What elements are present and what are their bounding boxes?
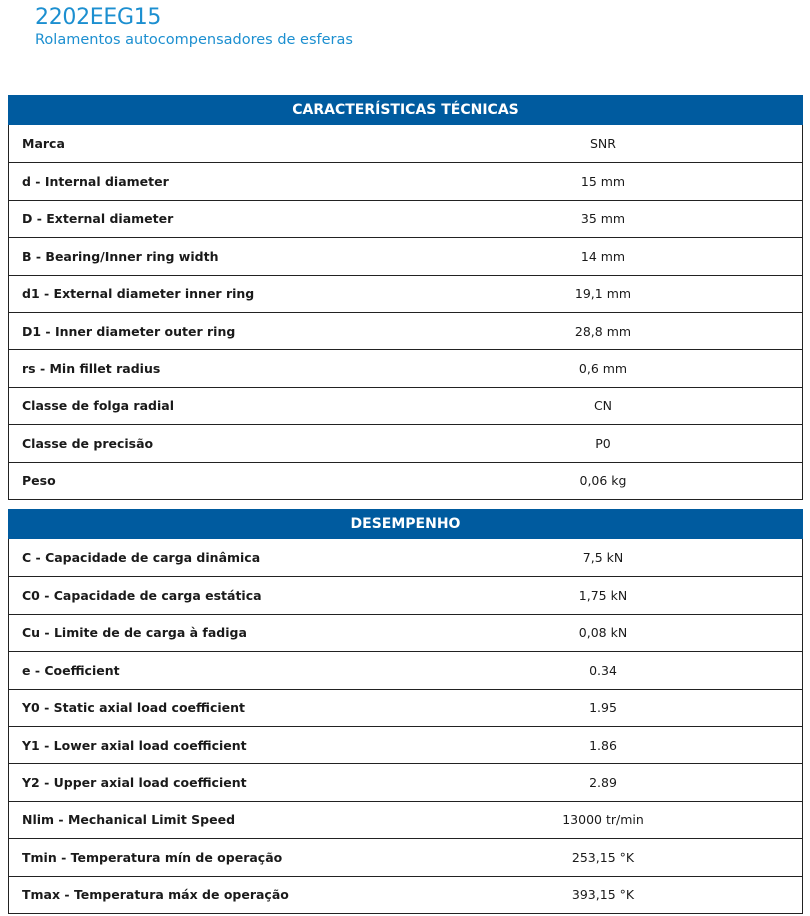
spec-label: d1 - External diameter inner ring [22,286,255,302]
section-header: DESEMPENHO [8,509,803,539]
table-row [9,462,802,499]
spec-value: 13000 tr/min [562,812,644,828]
spec-label: Y2 - Upper axial load coefficient [22,775,247,791]
table-row [9,539,802,576]
table-row [9,689,802,726]
table-row [9,237,802,274]
spec-label: d - Internal diameter [22,174,169,190]
spec-value: 0,06 kg [579,473,627,489]
spec-label: rs - Min fillet radius [22,361,161,377]
performance-section [8,509,803,914]
product-code: 2202EEG15 [35,5,162,30]
spec-value: 1.86 [589,737,617,753]
spec-value: 19,1 mm [574,286,632,302]
spec-label: D - External diameter [22,211,174,227]
table-row [9,162,802,199]
spec-label: Peso [22,473,56,489]
spec-label: Marca [22,136,65,152]
spec-value: 0,6 mm [578,361,628,377]
spec-label: Classe de precisão [22,435,154,451]
spec-label: Y0 - Static axial load coefficient [22,700,245,716]
spec-value: 393,15 °K [571,887,635,903]
spec-label: C0 - Capacidade de carga estática [22,588,262,604]
technical-characteristics-section [8,95,803,500]
table-row [9,726,802,763]
spec-label: Tmax - Temperatura máx de operação [22,887,289,903]
spec-value: 28,8 mm [574,323,632,339]
spec-value: 1,75 kN [578,588,628,604]
spec-value: P0 [595,435,611,451]
table-row [9,838,802,875]
section-header: CARACTERÍSTICAS TÉCNICAS [8,95,803,125]
table-row [9,576,802,613]
table-row [9,125,802,162]
spec-label: Y1 - Lower axial load coefficient [22,737,247,753]
spec-value: 253,15 °K [571,849,635,865]
spec-label: C - Capacidade de carga dinâmica [22,550,261,566]
spec-label: Nlim - Mechanical Limit Speed [22,812,236,828]
table-row [9,349,802,386]
spec-label: Tmin - Temperatura mín de operação [22,849,283,865]
table-row [9,614,802,651]
table-row [9,387,802,424]
table-row [9,312,802,349]
spec-label: B - Bearing/Inner ring width [22,248,219,264]
spec-label: D1 - Inner diameter outer ring [22,323,236,339]
product-description: Rolamentos autocompensadores de esferas [35,32,353,48]
spec-label: Cu - Limite de de carga à fadiga [22,625,247,641]
table-row [9,275,802,312]
spec-value: 35 mm [580,211,626,227]
spec-label: Classe de folga radial [22,398,174,414]
spec-value: 0.34 [589,662,617,678]
spec-value: 2.89 [589,775,617,791]
spec-value: 15 mm [580,174,626,190]
table-row [9,200,802,237]
table-row [9,876,802,913]
spec-value: SNR [590,136,616,152]
spec-value: 14 mm [580,248,626,264]
spec-table [8,125,803,500]
table-row [9,424,802,461]
spec-value: CN [593,398,613,414]
spec-table [8,539,803,914]
table-row [9,801,802,838]
spec-value: 0,08 kN [578,625,628,641]
table-row [9,651,802,688]
spec-value: 7,5 kN [582,550,624,566]
table-row [9,763,802,800]
spec-value: 1.95 [589,700,617,716]
spec-label: e - Coefficient [22,662,120,678]
